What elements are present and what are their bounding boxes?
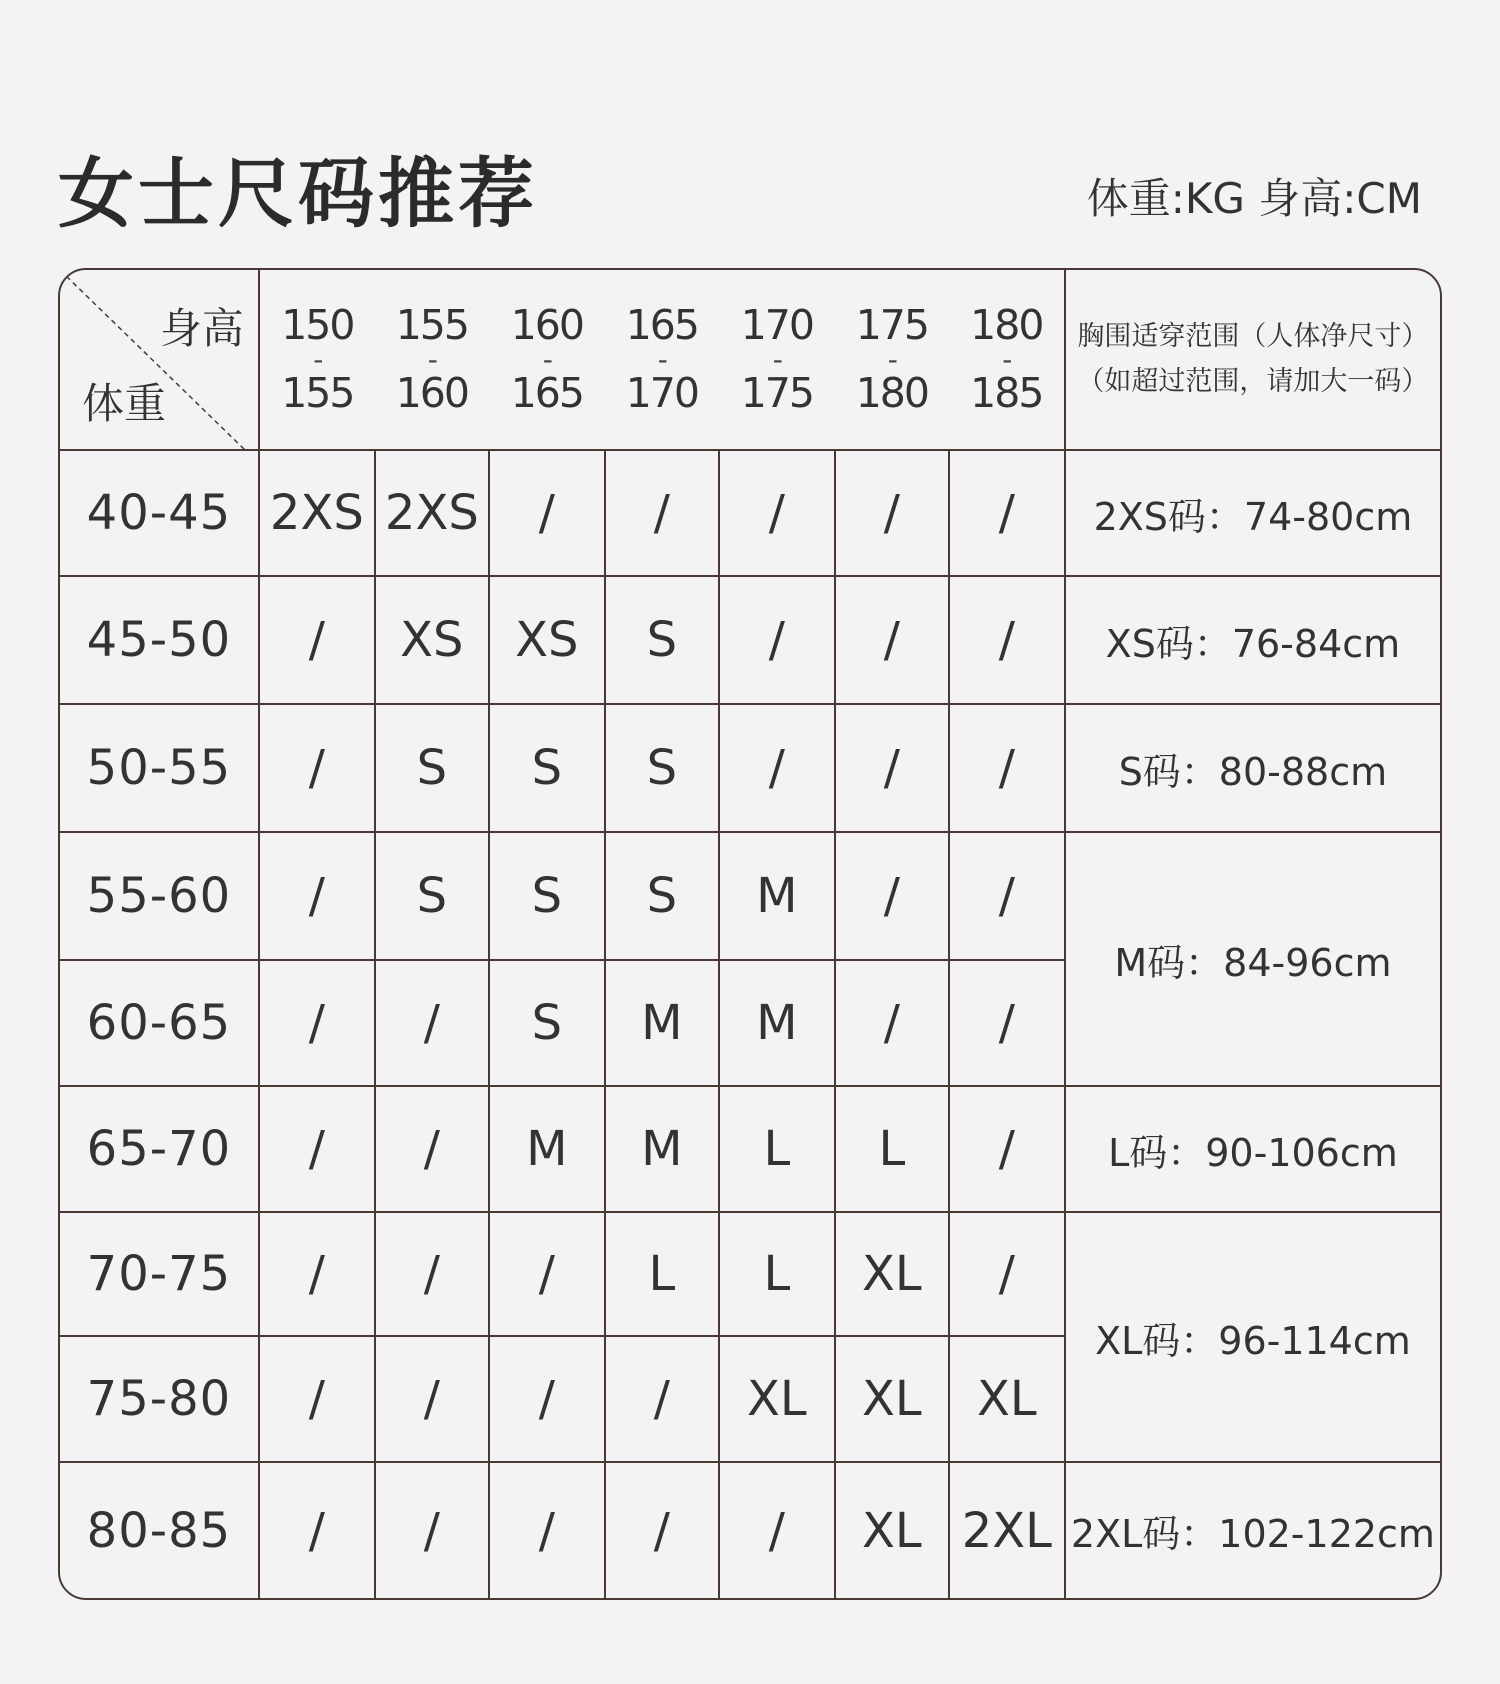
size-cell: M [719, 832, 835, 960]
size-cell: / [259, 576, 375, 704]
weight-cell: 60-65 [60, 960, 259, 1086]
bust-range-cell: L码：90-106cm [1065, 1086, 1440, 1212]
header-row [60, 270, 1440, 450]
bust-range-header-line1: 胸围适穿范围（人体净尺寸） [1077, 320, 1429, 352]
size-cell: M [719, 960, 835, 1086]
weight-cell: 80-85 [60, 1462, 259, 1598]
size-cell: S [605, 704, 719, 832]
size-cell: / [259, 1462, 375, 1598]
table-row [60, 576, 1440, 704]
size-cell: / [835, 832, 949, 960]
height-col-4: 170 - 175 [719, 270, 835, 450]
page-title: 女士尺码推荐 [58, 149, 538, 238]
size-cell: / [835, 960, 949, 1086]
size-cell: S [605, 576, 719, 704]
size-cell: / [259, 1086, 375, 1212]
height-col-2: 160 - 165 [489, 270, 605, 450]
size-cell: XL [719, 1336, 835, 1462]
size-cell: / [259, 704, 375, 832]
size-cell: / [375, 1336, 489, 1462]
corner-cell [60, 270, 259, 450]
size-cell: M [489, 1086, 605, 1212]
weight-cell: 50-55 [60, 704, 259, 832]
table-row [60, 450, 1440, 576]
size-cell: / [259, 1212, 375, 1336]
size-cell: / [949, 576, 1065, 704]
table-row [60, 704, 1440, 832]
size-cell: / [719, 1462, 835, 1598]
size-cell: / [259, 960, 375, 1086]
size-cell: M [605, 1086, 719, 1212]
size-cell: S [489, 704, 605, 832]
bust-range-cell: XL码：96-114cm [1065, 1212, 1440, 1462]
weight-cell: 55-60 [60, 832, 259, 960]
size-cell: / [489, 1212, 605, 1336]
size-cell: / [375, 1086, 489, 1212]
weight-cell: 75-80 [60, 1336, 259, 1462]
size-cell: / [949, 832, 1065, 960]
size-cell: / [835, 704, 949, 832]
table-row [60, 1462, 1440, 1598]
size-cell: M [605, 960, 719, 1086]
size-cell: XL [835, 1212, 949, 1336]
size-cell: L [605, 1212, 719, 1336]
weight-cell: 70-75 [60, 1212, 259, 1336]
bust-range-header-line2: （如超过范围，请加大一码） [1077, 365, 1429, 397]
bust-range-header [1065, 270, 1440, 450]
size-cell: / [605, 450, 719, 576]
weight-axis-label: 体重 [82, 379, 167, 428]
size-cell: / [375, 1462, 489, 1598]
size-cell: L [835, 1086, 949, 1212]
bust-range-cell: 2XL码：102-122cm [1065, 1462, 1440, 1598]
size-cell: / [719, 576, 835, 704]
table-row [60, 832, 1440, 960]
height-axis-label: 身高 [159, 304, 244, 353]
height-col-1: 155 - 160 [375, 270, 489, 450]
size-cell: / [605, 1336, 719, 1462]
size-cell: / [605, 1462, 719, 1598]
bust-range-cell: 2XS码：74-80cm [1065, 450, 1440, 576]
weight-cell: 65-70 [60, 1086, 259, 1212]
size-cell: / [719, 704, 835, 832]
size-cell: / [949, 704, 1065, 832]
size-cell: 2XS [375, 450, 489, 576]
size-cell: L [719, 1086, 835, 1212]
size-cell: XS [489, 576, 605, 704]
size-cell: / [375, 960, 489, 1086]
size-cell: / [375, 1212, 489, 1336]
size-cell: / [489, 1336, 605, 1462]
size-cell: 2XL [949, 1462, 1065, 1598]
weight-cell: 45-50 [60, 576, 259, 704]
weight-cell: 40-45 [60, 450, 259, 576]
size-cell: / [259, 1336, 375, 1462]
bust-range-cell: M码：84-96cm [1065, 832, 1440, 1086]
size-cell: / [949, 1212, 1065, 1336]
size-cell: / [489, 1462, 605, 1598]
size-cell: XL [835, 1462, 949, 1598]
size-cell: L [719, 1212, 835, 1336]
size-cell: / [949, 1086, 1065, 1212]
table-row [60, 1212, 1440, 1336]
size-cell: / [719, 450, 835, 576]
bust-range-cell: XS码：76-84cm [1065, 576, 1440, 704]
height-col-5: 175 - 180 [835, 270, 949, 450]
size-cell: / [835, 450, 949, 576]
size-cell: XL [949, 1336, 1065, 1462]
size-cell: / [489, 450, 605, 576]
size-cell: / [835, 576, 949, 704]
size-cell: / [949, 960, 1065, 1086]
size-cell: S [605, 832, 719, 960]
size-cell: / [259, 832, 375, 960]
size-cell: S [489, 960, 605, 1086]
size-cell: S [489, 832, 605, 960]
size-cell: S [375, 832, 489, 960]
size-cell: XL [835, 1336, 949, 1462]
size-table [60, 270, 1440, 1598]
height-col-3: 165 - 170 [605, 270, 719, 450]
size-cell: S [375, 704, 489, 832]
size-cell: / [949, 450, 1065, 576]
height-col-0: 150 - 155 [259, 270, 375, 450]
units-label: 体重:KG 身高:CM [1086, 174, 1422, 223]
height-col-6: 180 - 185 [949, 270, 1065, 450]
size-table-container [58, 268, 1442, 1600]
bust-range-cell: S码：80-88cm [1065, 704, 1440, 832]
size-cell: 2XS [259, 450, 375, 576]
size-cell: XS [375, 576, 489, 704]
table-row [60, 1086, 1440, 1212]
